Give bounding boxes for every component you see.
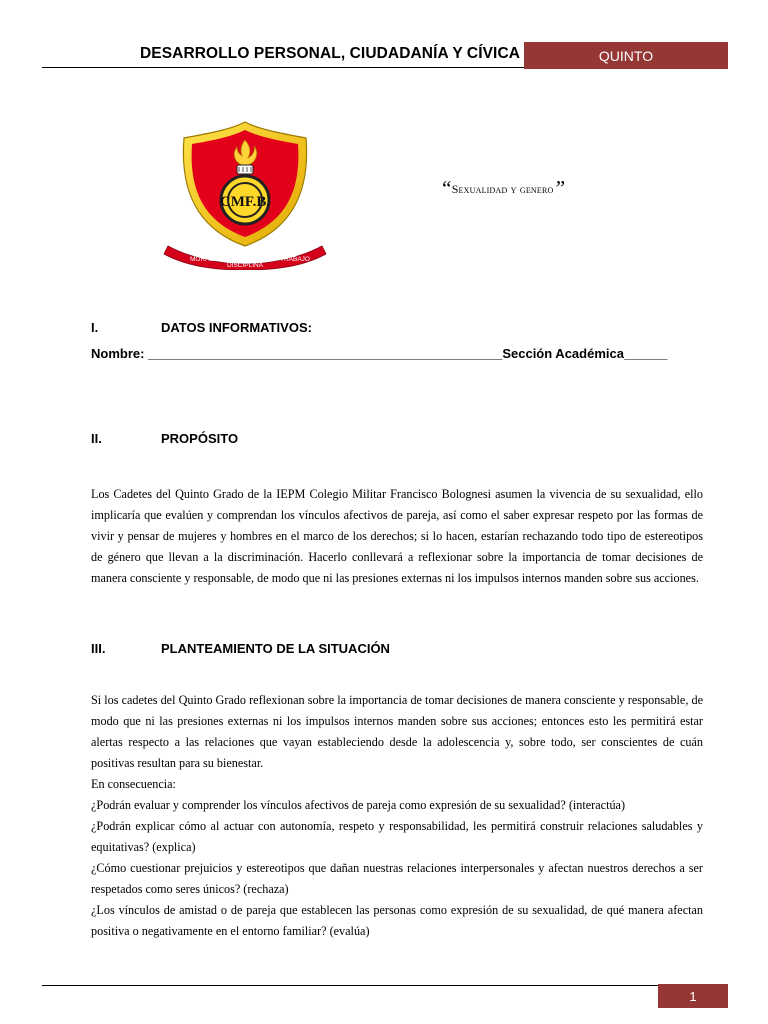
page-number-badge: 1 [658, 984, 728, 1008]
topic-close-quote: ” [553, 176, 566, 200]
situation-paragraph: Si los cadetes del Quinto Grado reflexionan sobre la importancia de tomar decisiones de manera consciente y responsable, de modo que ni las presiones externas ni los impulsos internos manden sobre sus acciones; entonces esto les permitirá estar alertas respecto a las relaciones que vayan estableciendo desde la adolescencia y, sobre todo, ser conscientes de cuán positivas resultan para su bienestar. [91, 693, 703, 770]
section-3-number: III. [91, 641, 106, 656]
section-2-number: II. [91, 431, 102, 446]
crest-ribbon-word-2: DISCIPLINA [226, 262, 264, 269]
topic-title [440, 176, 565, 201]
section-1-heading: DATOS INFORMATIVOS: [161, 320, 312, 335]
topic-open-quote: “ [440, 176, 452, 200]
name-field-line: Nombre: _________________________________________________Sección Académica______ [91, 346, 668, 361]
purpose-paragraph: Los Cadetes del Quinto Grado de la IEPM Colegio Militar Francisco Bolognesi asumen la vivencia de su sexualidad, ello implicaría que evalúen y comprendan los vínculos afectivos de pareja, así como el saber expresar respeto por las formas de vivir y pensar de mujeres y hombres en el marco de los derechos; si lo hacen, estarían rechazando todo tipo de estereotipos de género que llevan a la discriminación. Hacerlo conllevará a reflexionar sobre la importancia de tomar decisiones de manera consciente y responsable, de modo que ni las presiones externas ni los impulsos internos manden sobre sus acciones. [91, 487, 703, 585]
section-3-heading: PLANTEAMIENTO DE LA SITUACIÓN [161, 641, 390, 656]
section-2-heading: PROPÓSITO [161, 431, 239, 446]
crest-ribbon-word-3: TRABAJO [280, 256, 310, 263]
topic-text: Sexualidad y genero [451, 182, 554, 196]
document-title: DESARROLLO PERSONAL, CIUDADANÍA Y CÍVICA [140, 45, 521, 62]
school-crest-logo [160, 118, 330, 270]
crest-ribbon-word-1: MORALIDAD [190, 256, 229, 263]
question-3: ¿Cómo cuestionar prejuicios y estereotipos que dañan nuestras relaciones interpersonales y afectan nuestros derechos a ser respetados como seres únicos? (rechaza) [91, 861, 703, 896]
question-2: ¿Podrán explicar cómo al actuar con autonomía, respeto y responsabilidad, les permitirá construir relaciones saludables y equitativas? (explica) [91, 819, 703, 854]
section-1-number: I. [91, 320, 99, 335]
grade-badge: QUINTO [524, 42, 728, 69]
question-4: ¿Los vínculos de amistad o de pareja que establecen las personas como expresión de su sexualidad, de qué manera afectan positiva o negativamente en el entorno familiar? (evalúa) [91, 903, 703, 938]
footer-rule [42, 985, 658, 986]
question-1: ¿Podrán evaluar y comprender los vínculos afectivos de pareja como expresión de su sexualidad? (interactúa) [91, 798, 626, 812]
consequence-label: En consecuencia: [91, 777, 176, 791]
crest-monogram: CMF.B. [219, 194, 271, 210]
